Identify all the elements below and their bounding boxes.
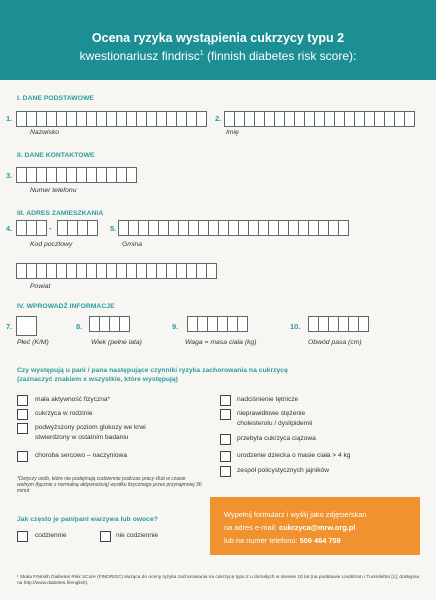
label-daily: codziennie: [35, 532, 67, 539]
character-cell[interactable]: [365, 111, 375, 127]
character-cell[interactable]: [265, 111, 275, 127]
checkbox-not-daily[interactable]: [100, 531, 111, 542]
character-cell[interactable]: [187, 263, 197, 279]
character-cell[interactable]: [78, 220, 88, 236]
submission-info-box: [210, 497, 420, 555]
character-cell[interactable]: [97, 263, 107, 279]
weight-input[interactable]: [187, 316, 248, 332]
field-number-10: 10.: [290, 322, 301, 331]
county-label: Powiat: [30, 283, 51, 290]
character-cell[interactable]: [207, 263, 217, 279]
character-cell[interactable]: [385, 111, 395, 127]
label-family-diabetes: cukrzyca w rodzinie: [35, 410, 93, 417]
character-cell[interactable]: [27, 220, 37, 236]
municipality-label: Gmina: [122, 241, 143, 248]
character-cell[interactable]: [16, 220, 27, 236]
character-cell[interactable]: [88, 220, 98, 236]
findrisc-source-footnote: ¹ Skala FINnish Diabetes Risk SCore (FINDRISC) służąca do oceny ryzyka zachorowania na cukrzycę typu 2 u dorosłych w okresie 10 lat (na podstawie Lindstrom i Tuomilehto [1]; dostępna na http://www.diabetes.fi/english).: [17, 575, 420, 587]
character-cell[interactable]: [219, 220, 229, 236]
checkbox-low-activity[interactable]: [17, 395, 28, 406]
character-cell[interactable]: [187, 316, 198, 332]
form-header: [0, 0, 436, 80]
age-label: Wiek (pełne lata): [91, 339, 142, 346]
character-cell[interactable]: [137, 111, 147, 127]
character-cell[interactable]: [118, 220, 129, 236]
character-cell[interactable]: [315, 111, 325, 127]
risk-factors-question: Czy występują u pani / pana następujące czynniki ryzyka zachorowania na cukrzycę (zaznaczyć znakiem x wszystkie, które występują): [17, 367, 288, 383]
character-cell[interactable]: [117, 263, 127, 279]
character-cell[interactable]: [189, 220, 199, 236]
field-number-8: 8.: [76, 322, 83, 331]
field-number-3: 3.: [6, 171, 13, 180]
character-cell[interactable]: [229, 220, 239, 236]
character-cell[interactable]: [37, 220, 47, 236]
character-cell[interactable]: [57, 220, 68, 236]
form-title: Ocena ryzyka wystąpienia cukrzycy typu 2: [91, 31, 345, 45]
character-cell[interactable]: [308, 316, 319, 332]
character-cell[interactable]: [87, 167, 97, 183]
character-cell[interactable]: [319, 316, 329, 332]
character-cell[interactable]: [149, 220, 159, 236]
character-cell[interactable]: [208, 316, 218, 332]
character-cell[interactable]: [198, 316, 208, 332]
character-cell[interactable]: [110, 316, 120, 332]
character-cell[interactable]: [27, 263, 37, 279]
character-cell[interactable]: [77, 263, 87, 279]
character-cell[interactable]: [238, 316, 248, 332]
character-cell[interactable]: [295, 111, 305, 127]
character-cell[interactable]: [239, 220, 249, 236]
field-number-1: 1.: [6, 114, 13, 123]
character-cell[interactable]: [107, 167, 117, 183]
character-cell[interactable]: [107, 111, 117, 127]
municipality-input[interactable]: [118, 220, 349, 236]
character-cell[interactable]: [37, 167, 47, 183]
character-cell[interactable]: [228, 316, 238, 332]
section-enter-info: IV. WPROWADŹ INFORMACJE: [17, 303, 115, 310]
character-cell[interactable]: [197, 111, 207, 127]
postal-code-part1-input[interactable]: [16, 220, 47, 236]
surname-label: Nazwisko: [30, 129, 60, 136]
character-cell[interactable]: [68, 220, 78, 236]
character-cell[interactable]: [67, 111, 77, 127]
character-cell[interactable]: [255, 111, 265, 127]
section-contact-data: II. DANE KONTAKTOWE: [17, 152, 95, 159]
form-subtitle: kwestionariusz findrisc$^1$ (finnish diabetes risk score):: [79, 49, 357, 63]
submission-phone[interactable]: 506 464 759: [299, 536, 341, 545]
character-cell[interactable]: [147, 111, 157, 127]
character-cell[interactable]: [279, 220, 289, 236]
character-cell[interactable]: [137, 263, 147, 279]
character-cell[interactable]: [120, 316, 130, 332]
checkbox-pcos[interactable]: [220, 466, 231, 477]
character-cell[interactable]: [57, 263, 67, 279]
waist-input[interactable]: [308, 316, 369, 332]
character-cell[interactable]: [199, 220, 209, 236]
character-cell[interactable]: [309, 220, 319, 236]
character-cell[interactable]: [187, 111, 197, 127]
field-number-5: 5.: [110, 224, 117, 233]
character-cell[interactable]: [345, 111, 355, 127]
character-cell[interactable]: [159, 220, 169, 236]
character-cell[interactable]: [325, 111, 335, 127]
character-cell[interactable]: [299, 220, 309, 236]
character-cell[interactable]: [117, 111, 127, 127]
character-cell[interactable]: [77, 111, 87, 127]
submission-email-link[interactable]: cukrzyca@mrw.org.pl: [279, 523, 356, 532]
character-cell[interactable]: [209, 220, 219, 236]
character-cell[interactable]: [375, 111, 385, 127]
first-name-input[interactable]: [224, 111, 415, 127]
checkbox-family-diabetes[interactable]: [17, 409, 28, 420]
character-cell[interactable]: [249, 220, 259, 236]
character-cell[interactable]: [77, 167, 87, 183]
checkbox-cholesterol[interactable]: [220, 409, 231, 420]
submission-email-line: na adres e-mail: cukrzyca@mrw.org.pl: [224, 523, 356, 532]
character-cell[interactable]: [197, 263, 207, 279]
character-cell[interactable]: [107, 263, 117, 279]
postal-code-part2-input[interactable]: [57, 220, 98, 236]
vegetables-question: Jak często je pan/pani warzywa lub owoce?: [17, 516, 158, 523]
character-cell[interactable]: [359, 316, 369, 332]
character-cell[interactable]: [16, 263, 27, 279]
label-gestational-diabetes: przebyta cukrzyca ciążowa: [237, 435, 316, 442]
field-number-7: 7.: [6, 322, 13, 331]
label-high-glucose: podwyższony poziom glukozy we krwi stwierdzony w ostatnim badaniu: [35, 424, 146, 441]
character-cell[interactable]: [339, 220, 349, 236]
character-cell[interactable]: [157, 263, 167, 279]
weight-label: Waga = masa ciała (kg): [185, 339, 257, 346]
character-cell[interactable]: [275, 111, 285, 127]
character-cell[interactable]: [67, 263, 77, 279]
character-cell[interactable]: [395, 111, 405, 127]
waist-label: Obwód pasa (cm): [308, 339, 362, 346]
label-low-activity: mała aktywność fizyczna*: [35, 396, 111, 403]
character-cell[interactable]: [87, 263, 97, 279]
character-cell[interactable]: [289, 220, 299, 236]
character-cell[interactable]: [16, 167, 27, 183]
character-cell[interactable]: [27, 111, 37, 127]
character-cell[interactable]: [37, 263, 47, 279]
checkbox-gestational-diabetes[interactable]: [220, 434, 231, 445]
character-cell[interactable]: [97, 111, 107, 127]
surname-input[interactable]: [16, 111, 207, 127]
checkbox-high-glucose[interactable]: [17, 423, 28, 434]
character-cell[interactable]: [329, 316, 339, 332]
character-cell[interactable]: [57, 167, 67, 183]
character-cell[interactable]: [87, 111, 97, 127]
submission-instruction: Wypełnij formularz i wyślij jako zdjęcie/skan: [224, 510, 367, 519]
character-cell[interactable]: [355, 111, 365, 127]
character-cell[interactable]: [27, 167, 37, 183]
field-number-9: 9.: [172, 322, 179, 331]
character-cell[interactable]: [167, 111, 177, 127]
character-cell[interactable]: [167, 263, 177, 279]
label-cholesterol: nieprawidłowe stężenie cholesterolu / dyslipidemii: [237, 410, 313, 427]
section-basic-data: I. DANE PODSTAWOWE: [17, 95, 94, 102]
character-cell[interactable]: [47, 263, 57, 279]
character-cell[interactable]: [235, 111, 245, 127]
character-cell[interactable]: [319, 220, 329, 236]
character-cell[interactable]: [37, 111, 47, 127]
county-input[interactable]: [16, 263, 217, 279]
character-cell[interactable]: [127, 111, 137, 127]
label-pcos: zespół policystycznych jajników: [237, 467, 329, 474]
character-cell[interactable]: [269, 220, 279, 236]
character-cell[interactable]: [285, 111, 295, 127]
phone-input[interactable]: [16, 167, 137, 183]
character-cell[interactable]: [218, 316, 228, 332]
label-not-daily: nie codziennie: [116, 532, 159, 539]
character-cell[interactable]: [169, 220, 179, 236]
character-cell[interactable]: [349, 316, 359, 332]
character-cell[interactable]: [245, 111, 255, 127]
character-cell[interactable]: [139, 220, 149, 236]
character-cell[interactable]: [67, 167, 77, 183]
character-cell[interactable]: [405, 111, 415, 127]
character-cell[interactable]: [89, 316, 100, 332]
character-cell[interactable]: [335, 111, 345, 127]
character-cell[interactable]: [259, 220, 269, 236]
checkbox-cardiovascular[interactable]: [17, 451, 28, 462]
character-cell[interactable]: [117, 167, 127, 183]
character-cell[interactable]: [157, 111, 167, 127]
checkbox-large-baby[interactable]: [220, 451, 231, 462]
section-address: III. ADRES ZAMIESZKANIA: [17, 210, 104, 217]
first-name-label: Imię: [226, 129, 239, 136]
character-cell[interactable]: [127, 167, 137, 183]
character-cell[interactable]: [147, 263, 157, 279]
sex-label: Płeć (K/M): [17, 339, 49, 346]
character-cell[interactable]: [179, 220, 189, 236]
checkbox-daily[interactable]: [17, 531, 28, 542]
character-cell[interactable]: [177, 111, 187, 127]
character-cell[interactable]: [97, 167, 107, 183]
character-cell[interactable]: [47, 167, 57, 183]
character-cell[interactable]: [129, 220, 139, 236]
character-cell[interactable]: [47, 111, 57, 127]
postal-code-label: Kod pocztowy: [30, 241, 73, 248]
phone-label: Numer telefonu: [30, 187, 77, 194]
character-cell[interactable]: [16, 111, 27, 127]
character-cell[interactable]: [100, 316, 110, 332]
character-cell[interactable]: [224, 111, 235, 127]
character-cell[interactable]: [305, 111, 315, 127]
character-cell[interactable]: [177, 263, 187, 279]
field-number-4: 4.: [6, 224, 13, 233]
activity-footnote: *Dotyczy osób, które nie podejmują codziennie podczas pracy i/lub w czasie wolnym (łącznie z normalną aktywnością) wysiłku fizycznego przez przynajmniej 30 minut: [17, 476, 202, 495]
checkbox-hypertension[interactable]: [220, 395, 231, 406]
submission-phone-line: lub na numer telefonu: 506 464 759: [224, 536, 341, 545]
age-input[interactable]: [89, 316, 130, 332]
sex-input[interactable]: [16, 316, 37, 336]
character-cell[interactable]: [127, 263, 137, 279]
field-number-2: 2.: [215, 114, 222, 123]
label-cardiovascular: choroba sercowo – naczyniowa: [35, 452, 127, 459]
character-cell[interactable]: [329, 220, 339, 236]
label-hypertension: nadciśnienie tętnicze: [237, 396, 299, 403]
character-cell[interactable]: [57, 111, 67, 127]
character-cell[interactable]: [339, 316, 349, 332]
postal-code-dash: -: [49, 224, 52, 233]
label-large-baby: urodzenie dziecka o masie ciała > 4 kg: [237, 452, 351, 459]
